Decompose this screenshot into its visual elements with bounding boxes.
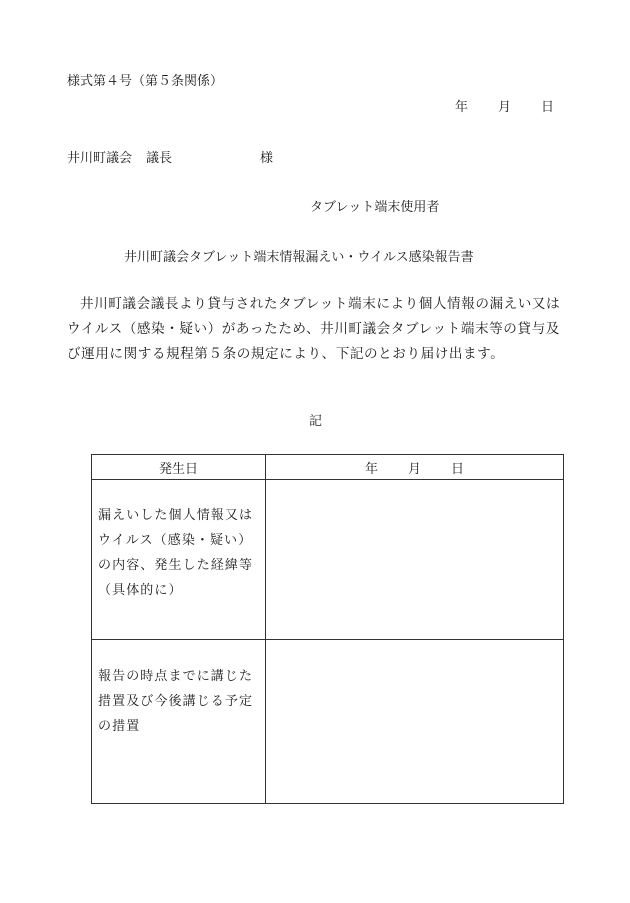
leak-details-label: 漏えいした個人情報又はウイルス（感染・疑い）の内容、発生した経緯等（具体的に）: [98, 508, 254, 598]
table-row-occurrence-date: [92, 455, 564, 480]
date-year-label: 年: [455, 100, 469, 115]
measures-label-cell: [92, 640, 266, 804]
addressee-org: 井川町議会: [67, 151, 133, 166]
date-day-label: 日: [541, 100, 555, 115]
occurrence-date-field[interactable]: [266, 455, 564, 480]
leak-details-label-cell: [92, 480, 266, 640]
addressee-title: 議長: [146, 151, 173, 166]
date-line: [455, 96, 554, 115]
body-paragraph: 井川町議会議長より貸与されたタブレット端末により個人情報の漏えい又はウイルス（感染・疑い）があったため、井川町議会タブレット端末等の貸与及び運用に関する規程第５条の規定により、下記のとおり届け出ます。: [67, 296, 561, 362]
measures-field[interactable]: [266, 640, 564, 804]
occurrence-date-label: 発生日: [92, 455, 266, 480]
ki-heading: 記: [309, 414, 323, 429]
field-month-label: 月: [407, 461, 421, 477]
date-month-label: 月: [498, 100, 512, 115]
table-row-leak-details: [92, 480, 564, 640]
leak-details-field[interactable]: [266, 480, 564, 640]
applicant-label: タブレット端末使用者: [310, 200, 440, 215]
table-row-measures: [92, 640, 564, 804]
addressee-honorific: 様: [260, 151, 274, 166]
report-table: [91, 454, 564, 804]
measures-label: 報告の時点までに講じた措置及び今後講じる予定の措置: [98, 669, 254, 734]
form-number: 様式第４号（第５条関係）: [67, 74, 224, 89]
field-year-label: 年: [364, 461, 378, 477]
document-title: 井川町議会タブレット端末情報漏えい・ウイルス感染報告書: [124, 250, 474, 265]
addressee: [67, 147, 273, 166]
field-day-label: 日: [451, 461, 465, 477]
